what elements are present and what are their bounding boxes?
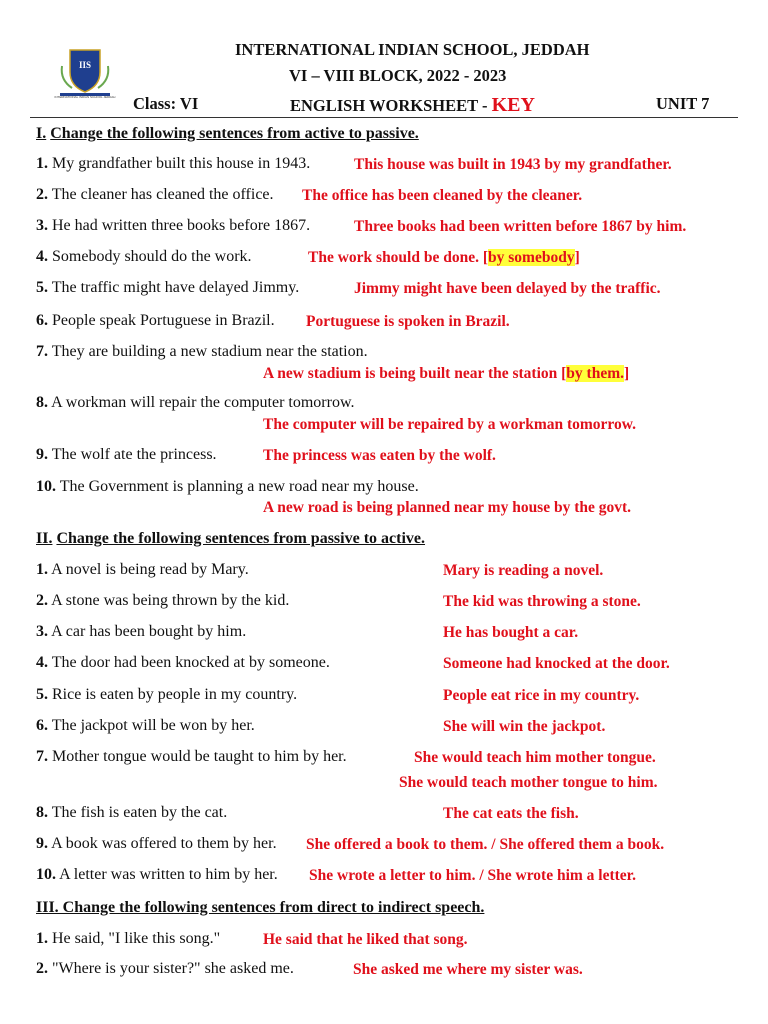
s2-q9-text: A book was offered to them by her. xyxy=(51,835,277,852)
school-name: INTERNATIONAL INDIAN SCHOOL, JEDDAH xyxy=(235,40,590,59)
s2-question-3 xyxy=(36,623,246,641)
s1-answer-8: The computer will be repaired by a workman tomorrow. xyxy=(263,416,636,433)
s2-q6-num: 6. xyxy=(36,717,48,734)
s1-q8-num: 8. xyxy=(36,394,48,411)
s1-q6-text: People speak Portuguese in Brazil. xyxy=(52,312,275,329)
s1-q7-num: 7. xyxy=(36,343,48,360)
s2-q8-text: The fish is eaten by the cat. xyxy=(51,804,228,821)
s1-q9-num: 9. xyxy=(36,446,48,463)
s2-answer-3: He has bought a car. xyxy=(443,624,579,641)
s1-q4-text: Somebody should do the work. xyxy=(52,248,252,265)
s1-answer-1: This house was built in 1943 by my grandfather. xyxy=(354,156,672,173)
s3-q2-num: 2. xyxy=(36,960,48,977)
s3-q1-text: He said, "I like this song." xyxy=(52,930,221,947)
s2-q2-text: A stone was being thrown by the kid. xyxy=(51,592,290,609)
s3-q1-num: 1. xyxy=(36,930,48,947)
section-1-num: I. xyxy=(36,125,47,142)
s1-q6-num: 6. xyxy=(36,312,48,329)
s3-question-1 xyxy=(36,930,220,948)
school-crest-icon xyxy=(54,46,116,102)
s2-answer-2: The kid was throwing a stone. xyxy=(443,593,641,610)
s1-answer-7 xyxy=(263,365,629,383)
s3-answer-2: She asked me where my sister was. xyxy=(353,961,583,978)
s2-q5-num: 5. xyxy=(36,686,48,703)
s1-answer-5: Jimmy might have been delayed by the traffic. xyxy=(354,280,661,297)
s1-question-7 xyxy=(36,343,368,361)
s1-question-8 xyxy=(36,394,354,412)
s2-answer-5: People eat rice in my country. xyxy=(443,687,640,704)
s2-answer-4: Someone had knocked at the door. xyxy=(443,655,670,672)
section-1-title: Change the following sentences from active to passive. xyxy=(50,125,419,142)
s2-q4-num: 4. xyxy=(36,654,48,671)
s1-q1-num: 1. xyxy=(36,155,48,172)
s1-q2-num: 2. xyxy=(36,186,48,203)
s1-question-4 xyxy=(36,248,252,266)
s1-answer-2: The office has been cleaned by the cleaner. xyxy=(302,187,583,204)
s1-answer-6: Portuguese is spoken in Brazil. xyxy=(306,313,510,330)
s1-a7-end: ] xyxy=(624,365,630,382)
s1-answer-3: Three books had been written before 1867 by him. xyxy=(354,218,687,235)
s2-answer-7a: She would teach him mother tongue. xyxy=(414,749,656,766)
s1-q10-text: The Government is planning a new road near my house. xyxy=(59,478,419,495)
s2-q7-text: Mother tongue would be taught to him by her. xyxy=(52,748,347,765)
header-rule xyxy=(30,117,738,118)
s1-answer-10: A new road is being planned near my house by the govt. xyxy=(263,499,632,516)
s2-answer-8: The cat eats the fish. xyxy=(443,805,579,822)
s2-question-6 xyxy=(36,717,255,735)
s1-q3-text: He had written three books before 1867. xyxy=(52,217,311,234)
s2-question-9 xyxy=(36,835,277,853)
s1-question-6 xyxy=(36,312,275,330)
s1-question-5 xyxy=(36,279,299,297)
s1-q9-text: The wolf ate the princess. xyxy=(51,446,217,463)
s2-answer-7b: She would teach mother tongue to him. xyxy=(399,774,658,791)
s1-q3-num: 3. xyxy=(36,217,48,234)
section-2-heading xyxy=(36,530,425,548)
section-2-title: Change the following sentences from passive to active. xyxy=(56,530,426,547)
unit-label: UNIT 7 xyxy=(656,94,710,113)
s2-answer-6: She will win the jackpot. xyxy=(443,718,606,735)
s1-question-3 xyxy=(36,217,310,235)
s1-q10-num: 10. xyxy=(36,478,56,495)
s2-answer-10: She wrote a letter to him. / She wrote him a letter. xyxy=(309,867,637,884)
s2-q1-text: A novel is being read by Mary. xyxy=(51,561,249,578)
section-3-heading: III. Change the following sentences from direct to indirect speech. xyxy=(36,899,485,916)
s2-q6-text: The jackpot will be won by her. xyxy=(51,717,255,734)
s2-question-1 xyxy=(36,561,249,579)
s2-q1-num: 1. xyxy=(36,561,48,578)
s2-question-4 xyxy=(36,654,330,672)
worksheet-label: ENGLISH WORKSHEET - xyxy=(290,96,492,115)
s1-question-1 xyxy=(36,155,310,173)
s2-q10-text: A letter was written to him by her. xyxy=(59,866,278,883)
s3-answer-1: He said that he liked that song. xyxy=(263,931,468,948)
s2-q4-text: The door had been knocked at by someone. xyxy=(51,654,330,671)
s1-answer-4 xyxy=(308,249,580,267)
s1-answer-9: The princess was eaten by the wolf. xyxy=(263,447,496,464)
s1-question-10 xyxy=(36,478,419,496)
s2-question-10 xyxy=(36,866,278,884)
s2-q7-num: 7. xyxy=(36,748,48,765)
s2-question-8 xyxy=(36,804,227,822)
s2-q5-text: Rice is eaten by people in my country. xyxy=(52,686,298,703)
s2-question-5 xyxy=(36,686,297,704)
s1-q8-text: A workman will repair the computer tomorrow. xyxy=(51,394,355,411)
s1-question-9 xyxy=(36,446,217,464)
s1-a7-highlight: by them. xyxy=(566,365,624,382)
s1-q1-text: My grandfather built this house in 1943. xyxy=(52,155,311,172)
s2-q8-num: 8. xyxy=(36,804,48,821)
s2-answer-9: She offered a book to them. / She offered them a book. xyxy=(306,836,665,853)
s2-q10-num: 10. xyxy=(36,866,56,883)
section-2-num: II. xyxy=(36,530,53,547)
s1-q2-text: The cleaner has cleaned the office. xyxy=(51,186,274,203)
s1-q4-num: 4. xyxy=(36,248,48,265)
s1-a4-end: ] xyxy=(574,249,580,266)
crest-initials: IIS xyxy=(78,60,92,70)
crest-caption: INTERNATIONAL INDIAN SCHOOL JEDDAH xyxy=(54,95,116,99)
s3-q2-text: "Where is your sister?" she asked me. xyxy=(52,960,294,977)
s1-a4-text: The work should be done. [ xyxy=(308,249,489,266)
worksheet-title xyxy=(290,94,535,117)
s2-q3-num: 3. xyxy=(36,623,48,640)
s1-q5-num: 5. xyxy=(36,279,48,296)
s2-q9-num: 9. xyxy=(36,835,48,852)
key-label: KEY xyxy=(491,94,535,116)
s2-question-7 xyxy=(36,748,347,766)
s2-q3-text: A car has been bought by him. xyxy=(51,623,247,640)
s1-a7-text: A new stadium is being built near the station [ xyxy=(263,365,567,382)
class-label: Class: VI xyxy=(133,94,199,113)
s2-q2-num: 2. xyxy=(36,592,48,609)
s1-a4-highlight: by somebody xyxy=(488,249,575,266)
s2-answer-1: Mary is reading a novel. xyxy=(443,562,604,579)
s1-q7-text: They are building a new stadium near the station. xyxy=(51,343,368,360)
s2-question-2 xyxy=(36,592,289,610)
s1-q5-text: The traffic might have delayed Jimmy. xyxy=(51,279,300,296)
section-1-heading xyxy=(36,125,419,143)
s3-question-2 xyxy=(36,960,294,978)
s1-question-2 xyxy=(36,186,274,204)
block-year: VI – VIII BLOCK, 2022 - 2023 xyxy=(289,66,507,85)
